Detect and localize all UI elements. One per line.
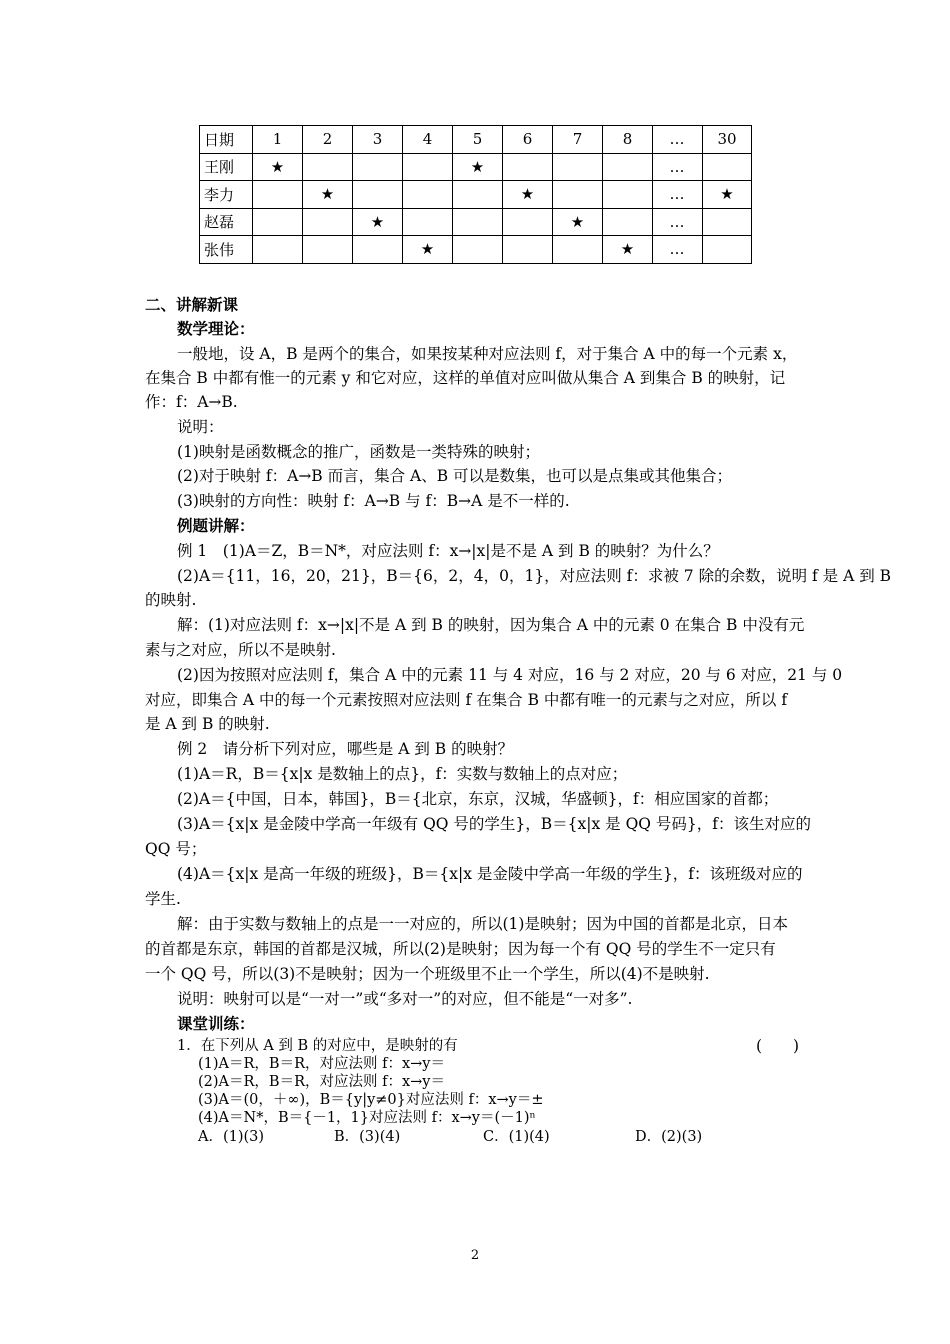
row-name-cell: 赵磊 [200, 208, 253, 236]
text-line: QQ 号； [145, 840, 207, 858]
star-mark-cell: ★ [353, 208, 403, 236]
table-cell [353, 153, 403, 181]
table-cell [553, 153, 603, 181]
exercise-item-3: (3)A＝(0，＋∞)，B＝{y|y≠0}对应法则 f：x→y＝± [198, 1092, 544, 1108]
option-d: D．(2)(3) [635, 1129, 703, 1145]
text-line: 素与之对应，所以不是映射. [145, 641, 336, 659]
text-line: 解：(1)对应法则 f：x→|x|不是 A 到 B 的映射，因为集合 A 中的元素 0 在集合 B 中没有元 [177, 616, 805, 634]
table-header-row [200, 126, 752, 154]
table-cell [503, 208, 553, 236]
page-number: 2 [470, 1248, 480, 1263]
table-cell [403, 153, 453, 181]
text-line: (4)A＝{x|x 是高一年级的班级}，B＝{x|x 是金陵中学高一年级的学生}，f：该班级对应的 [177, 865, 803, 883]
table-cell [453, 181, 503, 209]
table-cell [253, 208, 303, 236]
row-name-cell: 张伟 [200, 236, 253, 264]
table-row [200, 208, 752, 236]
table-row [200, 236, 752, 264]
header-cell: 4 [403, 126, 453, 154]
text-line: (2)因为按照对应法则 f，集合 A 中的元素 11 与 4 对应，16 与 2 对应，20 与 6 对应，21 与 0 [177, 666, 843, 684]
table-cell: … [653, 153, 703, 181]
row-name-cell: 王刚 [200, 153, 253, 181]
table-cell [403, 208, 453, 236]
text-line: 学生. [145, 890, 181, 908]
header-cell: 日期 [200, 126, 253, 154]
table-cell [253, 181, 303, 209]
table-cell: … [653, 181, 703, 209]
text-line: 数学理论： [177, 319, 255, 338]
table-cell [703, 153, 752, 181]
table-row [200, 181, 752, 209]
option-a: A．(1)(3) [198, 1129, 265, 1145]
text-line: 课堂训练： [177, 1014, 255, 1033]
table-cell [603, 208, 653, 236]
star-mark-cell: ★ [303, 181, 353, 209]
text-line: (1)映射是函数概念的推广，函数是一类特殊的映射； [177, 443, 540, 461]
header-cell: 3 [353, 126, 403, 154]
text-line: 解：由于实数与数轴上的点是一一对应的，所以(1)是映射；因为中国的首都是北京，日本 [177, 915, 788, 933]
text-line: 一般地，设 A，B 是两个的集合，如果按某种对应法则 f，对于集合 A 中的每一个元素 x， [177, 345, 798, 363]
star-mark-cell: ★ [253, 153, 303, 181]
text-line: 二、讲解新课 [145, 295, 239, 314]
row-name-cell: 李力 [200, 181, 253, 209]
table-cell: … [653, 236, 703, 264]
text-line: 的映射. [145, 591, 197, 609]
header-cell: 8 [603, 126, 653, 154]
header-cell: … [653, 126, 703, 154]
text-line: (2)对于映射 f：A→B 而言，集合 A、B 可以是数集，也可以是点集或其他集合； [177, 467, 733, 485]
duty-schedule-table [199, 125, 752, 264]
text-line: 说明： [177, 418, 224, 436]
star-mark-cell: ★ [503, 181, 553, 209]
star-mark-cell: ★ [553, 208, 603, 236]
header-cell: 7 [553, 126, 603, 154]
exercise-item-1: (1)A＝R，B＝R，对应法则 f：x→y＝ [198, 1056, 445, 1072]
answer-bracket: ( ) [756, 1037, 800, 1055]
table-cell [503, 236, 553, 264]
text-line: (3)映射的方向性：映射 f：A→B 与 f：B→A 是不一样的. [177, 492, 570, 510]
table-cell [253, 236, 303, 264]
table-cell [703, 208, 752, 236]
star-mark-cell: ★ [453, 153, 503, 181]
table-cell: … [653, 208, 703, 236]
table-cell [603, 181, 653, 209]
table-cell [353, 236, 403, 264]
header-cell: 30 [703, 126, 752, 154]
star-mark-cell: ★ [403, 236, 453, 264]
text-line: 一个 QQ 号，所以(3)不是映射；因为一个班级里不止一个学生，所以(4)不是映射. [145, 965, 710, 983]
option-b: B．(3)(4) [334, 1129, 401, 1145]
exercise-question-1: 1．在下列从 A 到 B 的对应中，是映射的有 [177, 1038, 458, 1054]
text-line: 例题讲解： [177, 516, 255, 535]
exercise-item-2: (2)A＝R，B＝R，对应法则 f：x→y＝ [198, 1074, 445, 1090]
text-line: 例 2 请分析下列对应，哪些是 A 到 B 的映射？ [177, 740, 514, 758]
table-cell [303, 236, 353, 264]
header-cell: 6 [503, 126, 553, 154]
text-line: 对应，即集合 A 中的每一个元素按照对应法则 f 在集合 B 中都有唯一的元素与之对应，所以 f [145, 691, 788, 709]
text-line: (1)A＝R，B＝{x|x 是数轴上的点}，f：实数与数轴上的点对应； [177, 765, 628, 783]
header-cell: 2 [303, 126, 353, 154]
header-cell: 5 [453, 126, 503, 154]
text-line: 说明：映射可以是“一对一”或“多对一”的对应，但不能是“一对多”. [177, 990, 633, 1008]
text-line: (3)A＝{x|x 是金陵中学高一年级有 QQ 号的学生}，B＝{x|x 是 QQ 号码}，f：该生对应的 [177, 815, 812, 833]
text-line: 是 A 到 B 的映射. [145, 715, 270, 733]
table-cell [353, 181, 403, 209]
text-line: 的首都是东京，韩国的首都是汉城，所以(2)是映射；因为每一个有 QQ 号的学生不一定只有 [145, 940, 776, 958]
table-cell [503, 153, 553, 181]
table-cell [403, 181, 453, 209]
text-line: (2)A＝{中国，日本，韩国}，B＝{北京，东京，汉城，华盛顿}，f：相应国家的首都； [177, 790, 779, 808]
text-line: 在集合 B 中都有惟一的元素 y 和它对应，这样的单值对应叫做从集合 A 到集合 B 的映射，记 [145, 369, 786, 387]
table-cell [303, 153, 353, 181]
option-c: C．(1)(4) [483, 1129, 550, 1145]
exercise-item-4: (4)A＝N*，B＝{－1，1}对应法则 f：x→y＝(－1)ⁿ [198, 1110, 536, 1126]
table-cell [453, 236, 503, 264]
header-cell: 1 [253, 126, 303, 154]
text-line: 作：f：A→B. [145, 393, 238, 411]
table-cell [453, 208, 503, 236]
table-cell [553, 236, 603, 264]
table-cell [603, 153, 653, 181]
star-mark-cell: ★ [603, 236, 653, 264]
text-line: 例 1 (1)A＝Z，B＝N*，对应法则 f：x→|x|是不是 A 到 B 的映射？为什么？ [177, 542, 719, 560]
text-line: (2)A＝{11，16，20，21}，B＝{6，2，4，0，1}，对应法则 f：求被 7 除的余数，说明 f 是 A 到 B [177, 567, 892, 585]
table-cell [703, 236, 752, 264]
table-row [200, 153, 752, 181]
star-mark-cell: ★ [703, 181, 752, 209]
table-cell [553, 181, 603, 209]
table-cell [303, 208, 353, 236]
